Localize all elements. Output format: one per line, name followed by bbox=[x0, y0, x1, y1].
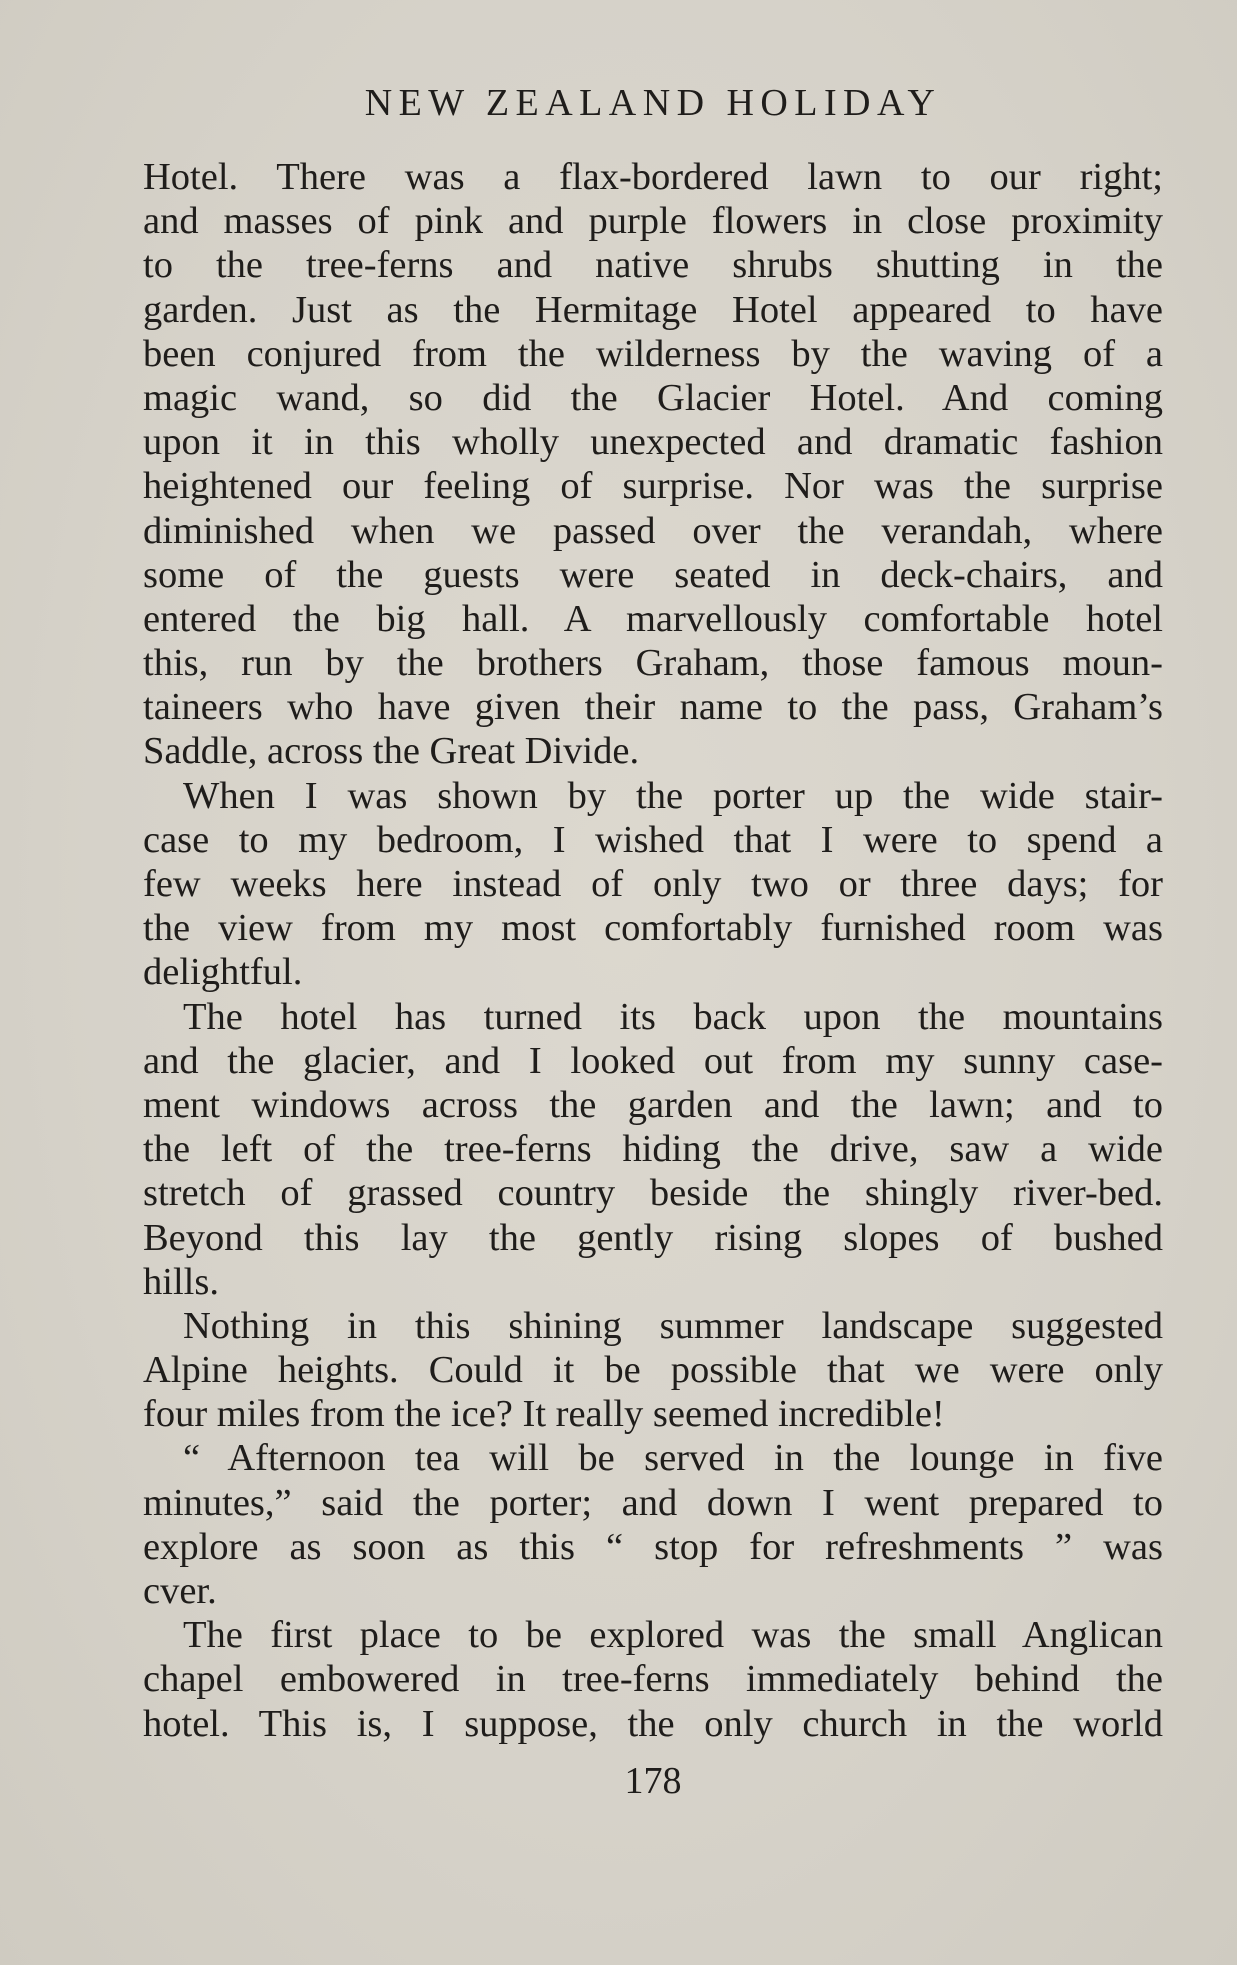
text-line: entered the big hall. A marvellously comfortable hotel bbox=[143, 597, 1163, 640]
text-line: explore as soon as this “ stop for refreshments ” was bbox=[143, 1525, 1163, 1568]
text-line: this, run by the brothers Graham, those famous moun- bbox=[143, 642, 1163, 685]
text-line: The hotel has turned its back upon the mountains bbox=[183, 995, 1163, 1038]
text-line: “ Afternoon tea will be served in the lounge in five bbox=[183, 1437, 1163, 1480]
text-line: The first place to be explored was the small Anglican bbox=[183, 1614, 1163, 1657]
text-line: garden. Just as the Hermitage Hotel appeared to have bbox=[143, 288, 1163, 331]
page-number: 178 bbox=[624, 1760, 682, 1802]
text-line: some of the guests were seated in deck-chairs, and bbox=[143, 553, 1163, 596]
paragraph-6 bbox=[143, 1613, 1163, 1746]
paragraph-1 bbox=[143, 155, 1163, 774]
text-line: and the glacier, and I looked out from my sunny case- bbox=[143, 1039, 1163, 1082]
text-line: diminished when we passed over the verandah, where bbox=[143, 509, 1163, 552]
text-line: Nothing in this shining summer landscape suggested bbox=[183, 1304, 1163, 1347]
text-line: hotel. This is, I suppose, the only church in the world bbox=[143, 1702, 1163, 1745]
text-line: When I was shown by the porter up the wide stair- bbox=[183, 774, 1163, 817]
text-line: cver. bbox=[143, 1570, 217, 1612]
text-line: chapel embowered in tree-ferns immediately behind the bbox=[143, 1658, 1163, 1701]
text-line: delightful. bbox=[143, 951, 303, 994]
text-line: Hotel. There was a flax-bordered lawn to our right; bbox=[143, 156, 1163, 198]
paragraph-3 bbox=[143, 995, 1163, 1304]
text-line: hills. bbox=[143, 1260, 219, 1303]
text-line: Beyond this lay the gently rising slopes of bushed bbox=[143, 1216, 1163, 1259]
text-line: the left of the tree-ferns hiding the drive, saw a wide bbox=[143, 1128, 1163, 1171]
text-line: Alpine heights. Could it be possible that we were only bbox=[143, 1349, 1163, 1392]
text-line: and masses of pink and purple flowers in close proximity bbox=[143, 200, 1163, 243]
text-line: four miles from the ice? It really seemed incredible! bbox=[143, 1393, 945, 1436]
text-line: magic wand, so did the Glacier Hotel. And coming bbox=[143, 376, 1163, 419]
running-head: NEW ZEALAND HOLIDAY bbox=[364, 82, 942, 124]
paragraph-5 bbox=[143, 1436, 1163, 1613]
text-line: few weeks here instead of only two or three days; for bbox=[143, 863, 1163, 905]
text-line: the view from my most comfortably furnished room was bbox=[143, 907, 1163, 950]
body-text bbox=[143, 155, 1163, 1746]
paragraph-4 bbox=[143, 1304, 1163, 1437]
text-line: to the tree-ferns and native shrubs shutting in the bbox=[143, 244, 1163, 287]
text-line: minutes,” said the porter; and down I went prepared to bbox=[143, 1481, 1163, 1524]
text-line: taineers who have given their name to the pass, Graham’s bbox=[143, 686, 1163, 729]
text-line: Saddle, across the Great Divide. bbox=[143, 730, 640, 773]
paragraph-2 bbox=[143, 774, 1163, 995]
text-line: ment windows across the garden and the lawn; and to bbox=[143, 1083, 1163, 1126]
text-line: upon it in this wholly unexpected and dramatic fashion bbox=[143, 421, 1163, 464]
text-line: been conjured from the wilderness by the waving of a bbox=[143, 332, 1163, 375]
text-line: case to my bedroom, I wished that I were to spend a bbox=[143, 818, 1163, 861]
text-line: stretch of grassed country beside the shingly river-bed. bbox=[143, 1172, 1163, 1215]
text-line: heightened our feeling of surprise. Nor was the surprise bbox=[143, 465, 1163, 508]
